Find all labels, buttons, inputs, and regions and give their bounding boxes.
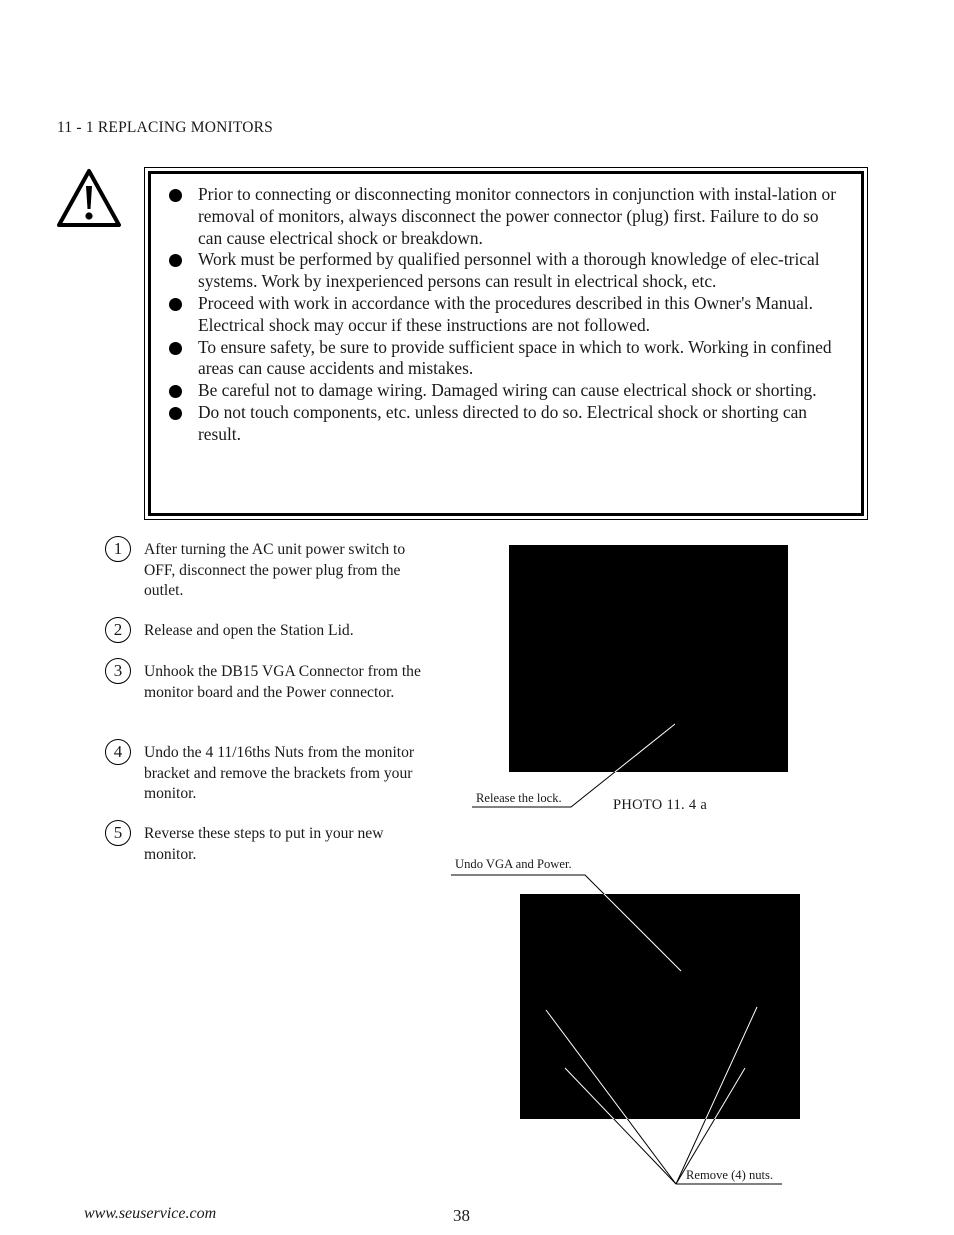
step-number-badge: 2 bbox=[105, 617, 131, 643]
step-text: Release and open the Station Lid. bbox=[144, 622, 354, 639]
warning-item-text: Do not touch components, etc. unless directed to do so. Electrical shock or shorting can result. bbox=[198, 401, 808, 444]
step-text: Reverse these steps to put in your new monitor. bbox=[144, 825, 384, 863]
step-number-badge: 4 bbox=[105, 739, 131, 765]
step-number-badge: 3 bbox=[105, 658, 131, 684]
page-number: 38 bbox=[453, 1206, 470, 1225]
step-number-badge: 5 bbox=[105, 820, 131, 846]
step-text: After turning the AC unit power switch to OFF, disconnect the power plug from the outlet. bbox=[144, 541, 406, 599]
warning-item-text: To ensure safety, be sure to provide sufficient space in which to work. Working in confined areas can cause accidents and mistakes. bbox=[198, 336, 832, 379]
warning-item-text: Prior to connecting or disconnecting monitor connectors in conjunction with instal-lation or removal of monitors, always disconnect the power connector (plug) first. Failure to do so can cause electrical shock or breakdown. bbox=[198, 184, 837, 248]
callout-release-lock: Release the lock. bbox=[476, 791, 562, 805]
photo-caption: PHOTO 11. 4 a bbox=[613, 797, 708, 813]
callout-remove-nuts: Remove (4) nuts. bbox=[686, 1168, 774, 1182]
footer-url: www.seuservice.com bbox=[84, 1205, 217, 1222]
warning-item-text: Work must be performed by qualified personnel with a thorough knowledge of elec-trical systems. Work by inexperienced persons can result in electrical shock, etc. bbox=[198, 249, 820, 292]
step-number-badge: 1 bbox=[105, 536, 131, 562]
warning-item-text: Be careful not to damage wiring. Damaged wiring can cause electrical shock or shorting. bbox=[198, 380, 817, 401]
step-text: Unhook the DB15 VGA Connector from the monitor board and the Power connector. bbox=[144, 663, 421, 701]
section-title: 11 - 1 REPLACING MONITORS bbox=[57, 119, 273, 136]
step-text: Undo the 4 11/16ths Nuts from the monitor bracket and remove the brackets from your monitor. bbox=[144, 744, 415, 802]
warning-item-text: Proceed with work in accordance with the procedures described in this Owner's Manual. Electrical shock may occur if these instructions are not followed. bbox=[198, 292, 813, 335]
callout-undo-vga-power: Undo VGA and Power. bbox=[455, 857, 572, 871]
